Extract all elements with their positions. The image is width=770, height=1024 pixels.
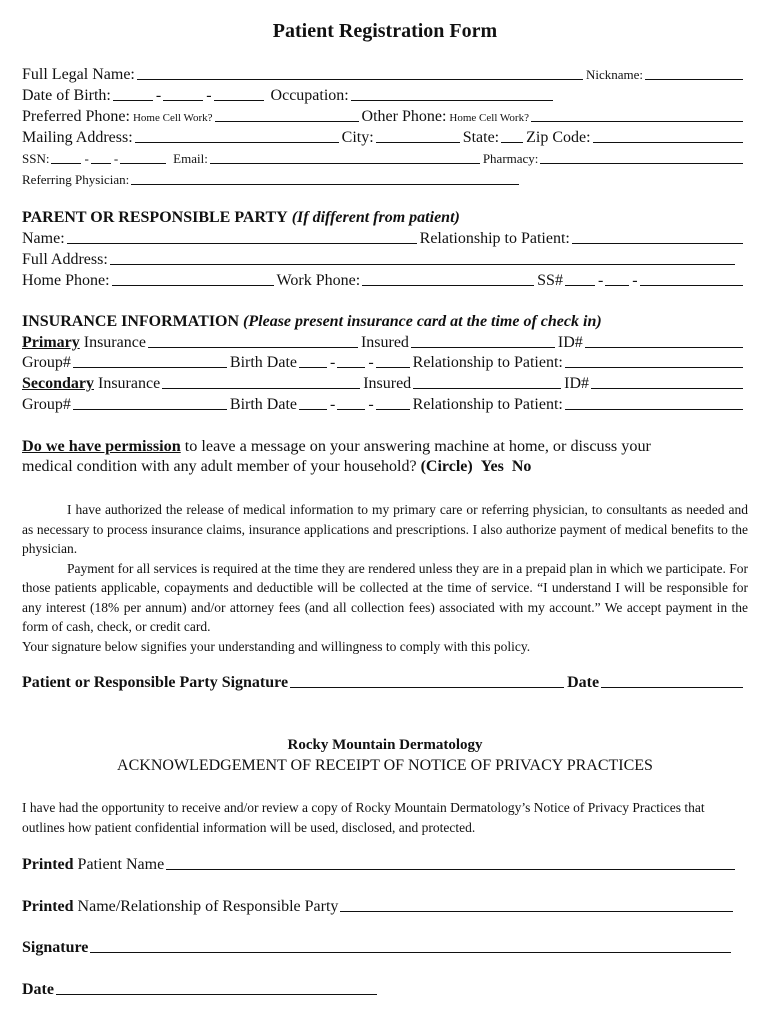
parent-ss-part1-field[interactable] bbox=[565, 273, 595, 286]
parent-address-field[interactable] bbox=[110, 252, 735, 265]
primary-insurance-label: Insurance bbox=[83, 334, 146, 351]
ssn-separator: - bbox=[113, 151, 119, 166]
primary-relationship-label: Relationship to Patient: bbox=[412, 354, 563, 371]
primary-birth-day-field[interactable] bbox=[337, 355, 365, 368]
mailing-address-field[interactable] bbox=[135, 130, 339, 143]
printed-responsible-row bbox=[22, 898, 736, 919]
primary-group-field[interactable] bbox=[73, 355, 227, 368]
secondary-group-field[interactable] bbox=[73, 397, 227, 410]
secondary-relationship-field[interactable] bbox=[565, 397, 743, 410]
primary-id-label: ID# bbox=[557, 334, 583, 351]
zip-field[interactable] bbox=[593, 130, 743, 143]
primary-birth-year-field[interactable] bbox=[376, 355, 410, 368]
date-separator: - bbox=[329, 396, 336, 413]
phone-row bbox=[22, 108, 746, 129]
full-name-field[interactable] bbox=[137, 67, 583, 80]
preferred-phone-field[interactable] bbox=[215, 109, 359, 122]
form-title: Patient Registration Form bbox=[272, 20, 498, 42]
primary-birth-month-field[interactable] bbox=[299, 355, 327, 368]
parent-phone-row bbox=[22, 272, 746, 293]
primary-id-field[interactable] bbox=[585, 335, 743, 348]
ssn-separator: - bbox=[84, 151, 89, 166]
secondary-insurance-field[interactable] bbox=[162, 376, 360, 389]
primary-group-label: Group# bbox=[22, 354, 71, 371]
printed-responsible-label: Name/Relationship of Responsible Party bbox=[73, 898, 339, 915]
permission-lead: Do we have permission bbox=[22, 437, 181, 455]
permission-line-2 bbox=[22, 458, 746, 479]
dob-month-field[interactable] bbox=[113, 88, 153, 101]
no-option[interactable]: No bbox=[511, 458, 532, 475]
insurance-heading bbox=[22, 313, 746, 334]
parent-name-field[interactable] bbox=[67, 231, 417, 244]
printed-patient-label: Patient Name bbox=[73, 856, 165, 873]
parent-ss-part2-field[interactable] bbox=[605, 273, 629, 286]
ssn-part3-field[interactable] bbox=[120, 151, 166, 164]
secondary-label: Secondary bbox=[22, 375, 94, 392]
primary-group-row bbox=[22, 354, 746, 375]
policy-text bbox=[22, 500, 748, 656]
dob-day-field[interactable] bbox=[163, 88, 203, 101]
parent-address-label: Full Address: bbox=[22, 251, 108, 268]
dob-year-field[interactable] bbox=[214, 88, 264, 101]
permission-line-1 bbox=[22, 437, 746, 458]
permission-text-2: medical condition with any adult member of your household? bbox=[22, 458, 417, 475]
privacy-signature-row bbox=[22, 939, 734, 960]
home-phone-field[interactable] bbox=[112, 273, 274, 286]
insurance-heading-text: INSURANCE INFORMATION bbox=[22, 313, 240, 330]
referring-physician-row bbox=[22, 171, 522, 192]
ssn-label: SSN: bbox=[22, 151, 50, 166]
email-field[interactable] bbox=[210, 151, 480, 164]
privacy-signature-field[interactable] bbox=[90, 940, 731, 953]
printed-label: Printed bbox=[22, 898, 74, 915]
yes-option[interactable]: Yes bbox=[480, 458, 504, 475]
signature-date-field[interactable] bbox=[601, 675, 743, 688]
secondary-relationship-label: Relationship to Patient: bbox=[412, 396, 563, 413]
referring-physician-field[interactable] bbox=[131, 172, 519, 185]
ssn-part1-field[interactable] bbox=[51, 151, 81, 164]
state-label: State: bbox=[462, 129, 500, 146]
privacy-text: I have had the opportunity to receive and/or review a copy of Rocky Mountain Dermatology’s Notice of Privacy Practices that outlines how patient confidential information will be used, disclosed, and protected. bbox=[22, 800, 705, 835]
parent-heading-note: (If different from patient) bbox=[291, 209, 460, 226]
ss-separator: - bbox=[632, 272, 638, 289]
work-phone-label: Work Phone: bbox=[276, 272, 361, 289]
privacy-date-label: Date bbox=[22, 981, 54, 998]
mailing-address-label: Mailing Address: bbox=[22, 129, 133, 146]
secondary-group-row bbox=[22, 396, 746, 417]
privacy-signature-label: Signature bbox=[22, 939, 89, 956]
parent-relationship-field[interactable] bbox=[572, 231, 743, 244]
ss-separator: - bbox=[597, 272, 604, 289]
secondary-insured-label: Insured bbox=[363, 375, 412, 392]
secondary-group-label: Group# bbox=[22, 396, 71, 413]
signature-date-label: Date bbox=[567, 674, 600, 691]
home-phone-label: Home Phone: bbox=[22, 272, 110, 289]
full-name-row bbox=[22, 66, 746, 87]
secondary-birth-year-field[interactable] bbox=[376, 397, 410, 410]
primary-label: Primary bbox=[22, 334, 80, 351]
primary-insurance-field[interactable] bbox=[148, 335, 358, 348]
parent-ss-part3-field[interactable] bbox=[640, 273, 743, 286]
email-label: Email: bbox=[173, 151, 208, 166]
secondary-insurance-label: Insurance bbox=[98, 375, 161, 392]
signature-label: Patient or Responsible Party Signature bbox=[22, 674, 289, 691]
preferred-phone-label: Preferred Phone: bbox=[22, 108, 130, 125]
practice-name: Rocky Mountain Dermatology bbox=[287, 737, 483, 753]
dob-label: Date of Birth: bbox=[22, 87, 111, 104]
dob-separator: - bbox=[206, 87, 212, 104]
primary-relationship-field[interactable] bbox=[565, 355, 743, 368]
printed-patient-name-field[interactable] bbox=[166, 857, 735, 870]
work-phone-field[interactable] bbox=[362, 273, 534, 286]
dob-separator: - bbox=[155, 87, 162, 104]
ssn-part2-field[interactable] bbox=[91, 151, 111, 164]
other-phone-label: Other Phone: bbox=[361, 108, 447, 125]
parent-ss-label: SS# bbox=[537, 272, 563, 289]
parent-address-row bbox=[22, 251, 738, 272]
privacy-date-row bbox=[22, 981, 380, 1002]
privacy-date-field[interactable] bbox=[56, 982, 377, 995]
release-paragraph: I have authorized the release of medical information to my primary care or referring physician, to consultants as needed and as necessary to process insurance claims, insurance applications and prescriptions. I also authorize payment of medical benefits to the physician. bbox=[22, 502, 748, 556]
secondary-insurance-row bbox=[22, 375, 746, 396]
secondary-birth-date-label: Birth Date bbox=[229, 396, 297, 413]
secondary-insured-field[interactable] bbox=[413, 376, 561, 389]
address-row bbox=[22, 129, 746, 150]
ssn-row bbox=[22, 150, 746, 171]
insurance-heading-note: (Please present insurance card at the time of check in) bbox=[243, 313, 602, 330]
primary-birth-date-label: Birth Date bbox=[229, 354, 297, 371]
full-name-label: Full Legal Name: bbox=[22, 66, 135, 83]
printed-responsible-field[interactable] bbox=[340, 899, 733, 912]
secondary-birth-day-field[interactable] bbox=[337, 397, 365, 410]
parent-name-label: Name: bbox=[22, 230, 65, 247]
primary-insurance-row bbox=[22, 334, 746, 355]
occupation-field[interactable] bbox=[351, 88, 553, 101]
payment-paragraph: Payment for all services is required at the time they are rendered unless they are in a prepaid plan in which we participate. For those patients applicable, copayments and deductible will be collected at the time of service. “I understand I will be responsible for any interest (18% per annum) and/or attorney fees (and all collection fees) associated with my account.” We accept payment in the form of cash, check, or credit card. bbox=[22, 560, 748, 634]
date-separator: - bbox=[329, 354, 336, 371]
circle-instruction: (Circle) bbox=[420, 458, 473, 475]
secondary-id-label: ID# bbox=[564, 375, 590, 392]
parent-heading-text: PARENT OR RESPONSIBLE PARTY bbox=[22, 209, 288, 226]
printed-label: Printed bbox=[22, 856, 74, 873]
phone-type-options: Home Cell Work? bbox=[449, 112, 529, 124]
permission-text: to leave a message on your answering machine at home, or discuss your bbox=[180, 437, 651, 455]
signature-statement: Your signature below signifies your understanding and willingness to comply with this policy. bbox=[22, 638, 531, 654]
privacy-heading: ACKNOWLEDGEMENT OF RECEIPT OF NOTICE OF PRIVACY PRACTICES bbox=[117, 757, 653, 774]
city-label: City: bbox=[341, 129, 374, 146]
dob-row bbox=[22, 87, 746, 108]
pharmacy-field[interactable] bbox=[540, 151, 743, 164]
pharmacy-label: Pharmacy: bbox=[482, 151, 539, 166]
state-field[interactable] bbox=[501, 130, 523, 143]
signature-field[interactable] bbox=[290, 675, 564, 688]
printed-patient-row bbox=[22, 856, 738, 877]
date-separator: - bbox=[368, 396, 374, 413]
city-field[interactable] bbox=[376, 130, 460, 143]
parent-relationship-label: Relationship to Patient: bbox=[419, 230, 570, 247]
secondary-id-field[interactable] bbox=[591, 376, 743, 389]
nickname-label: Nickname: bbox=[585, 67, 643, 82]
zip-label: Zip Code: bbox=[526, 129, 591, 146]
secondary-birth-month-field[interactable] bbox=[299, 397, 327, 410]
referring-physician-label: Referring Physician: bbox=[22, 172, 130, 187]
parent-name-row bbox=[22, 230, 746, 251]
signature-row bbox=[22, 674, 746, 695]
occupation-label: Occupation: bbox=[270, 87, 349, 104]
date-separator: - bbox=[368, 354, 374, 371]
primary-insured-field[interactable] bbox=[411, 335, 555, 348]
nickname-field[interactable] bbox=[645, 67, 743, 80]
primary-insured-label: Insured bbox=[360, 334, 409, 351]
parent-heading bbox=[22, 209, 746, 230]
phone-type-options: Home Cell Work? bbox=[132, 112, 213, 124]
other-phone-field[interactable] bbox=[531, 109, 743, 122]
